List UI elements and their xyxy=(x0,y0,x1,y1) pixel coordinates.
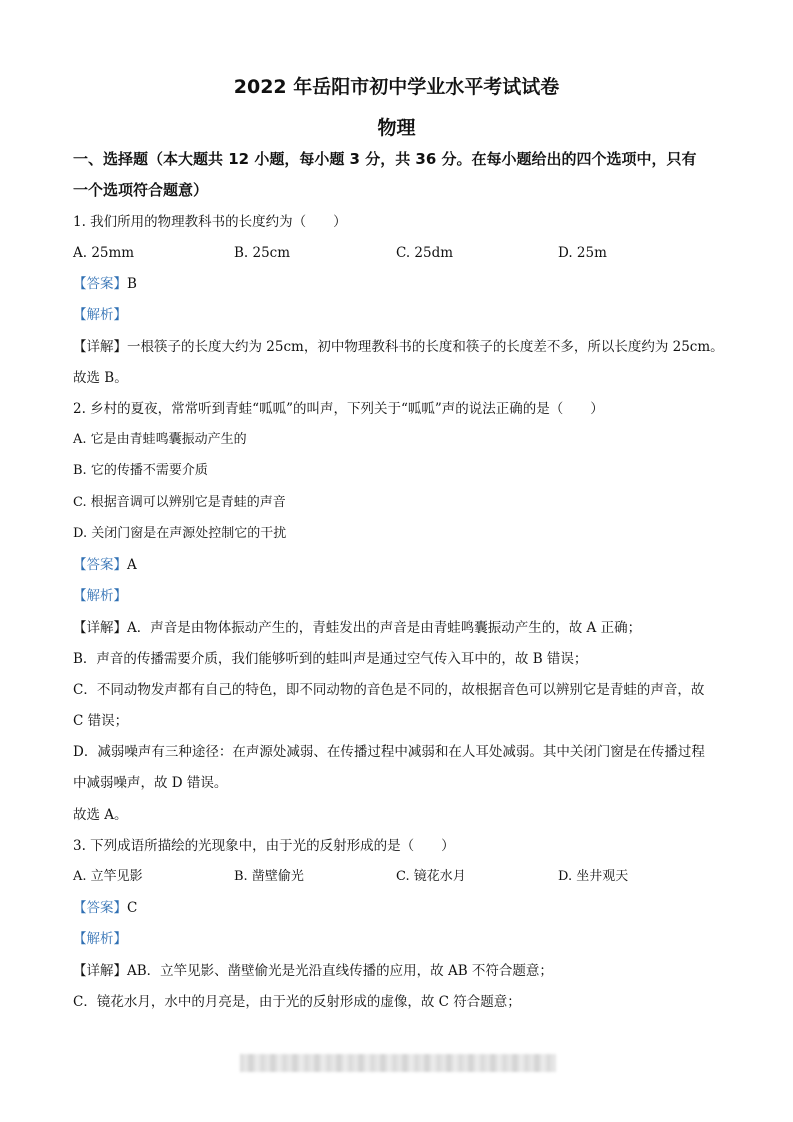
q1-stem: 1. 我们所用的物理教科书的长度约为（ ） xyxy=(73,214,347,230)
q2-detail-line: B．声音的传播需要介质，我们能够听到的蛙叫声是通过空气传入耳中的，故 B 错误； xyxy=(73,651,588,667)
q2-detail-line: 【详解】A．声音是由物体振动产生的，青蛙发出的声音是由青蛙鸣囊振动产生的，故 A 正确； xyxy=(73,620,642,636)
q1-option-b: B. 25cm xyxy=(234,245,291,261)
exam-title: 2022 年岳阳市初中学业水平考试试卷 xyxy=(233,76,560,98)
q1-answer-row xyxy=(73,274,137,294)
q3-analysis-tag: 【解析】 xyxy=(73,931,127,947)
q2-detail-line: C．不同动物发声都有自己的特色，即不同动物的音色是不同的，故根据音色可以辨别它是青蛙的声音，故 xyxy=(73,682,705,698)
q2-detail-line: 故选 A。 xyxy=(73,807,128,823)
answer-tag: 【答案】 xyxy=(73,557,127,573)
q2-option-c: C. 根据音调可以辨别它是青蛙的声音 xyxy=(73,495,286,510)
q3-option-c: C. 镜花水月 xyxy=(396,869,466,884)
q3-option-d: D. 坐井观天 xyxy=(558,869,629,884)
q3-answer-row xyxy=(73,898,137,918)
q1-analysis-tag: 【解析】 xyxy=(73,307,127,323)
q1-option-c: C. 25dm xyxy=(396,245,454,261)
q2-detail-line: D．减弱噪声有三种途径：在声源处减弱、在传播过程中减弱和在人耳处减弱。其中关闭门窗是在传播过程 xyxy=(73,744,705,760)
q2-analysis-tag: 【解析】 xyxy=(73,588,127,604)
answer-tag: 【答案】 xyxy=(73,276,127,292)
subject-title: 物理 xyxy=(377,117,416,139)
section-heading-line2: 一个选项符合题意） xyxy=(73,181,209,199)
q1-option-d: D. 25m xyxy=(558,245,607,261)
answer-tag: 【答案】 xyxy=(73,900,127,916)
q3-stem: 3. 下列成语所描绘的光现象中，由于光的反射形成的是（ ） xyxy=(73,838,455,854)
q1-detail-line1: 【详解】一根筷子的长度大约为 25cm，初中物理教科书的长度和筷子的长度差不多，所以长度约为 25cm。 xyxy=(73,339,724,355)
q3-detail-line: 【详解】AB．立竿见影、凿壁偷光是光沿直线传播的应用，故 AB 不符合题意； xyxy=(73,963,553,979)
q1-detail-line2: 故选 B。 xyxy=(73,370,128,386)
q1-option-a: A. 25mm xyxy=(73,245,135,261)
q2-option-d: D. 关闭门窗是在声源处控制它的干扰 xyxy=(73,526,287,541)
q3-answer-value: C xyxy=(127,900,138,916)
q3-option-b: B. 凿壁偷光 xyxy=(234,869,304,884)
q2-answer-value: A xyxy=(127,557,137,573)
q2-option-a: A. 它是由青蛙鸣囊振动产生的 xyxy=(73,432,247,447)
q2-detail-line: C 错误； xyxy=(73,713,129,729)
q2-detail-line: 中减弱噪声，故 D 错误。 xyxy=(73,775,228,791)
q3-detail-line: C．镜花水月，水中的月亮是，由于光的反射形成的虚像，故 C 符合题意； xyxy=(73,994,521,1010)
q2-option-b: B. 它的传播不需要介质 xyxy=(73,463,208,478)
q2-answer-row xyxy=(73,555,137,575)
blurred-footer-watermark xyxy=(240,1054,556,1072)
section-heading-line1: 一、选择题（本大题共 12 小题，每小题 3 分，共 36 分。在每小题给出的四个选项中，只有 xyxy=(73,150,697,168)
q1-answer-value: B xyxy=(127,276,137,292)
q3-option-a: A. 立竿见影 xyxy=(73,869,143,884)
q2-stem: 2. 乡村的夏夜，常常听到青蛙“呱呱”的叫声，下列关于“呱呱”声的说法正确的是（ ） xyxy=(73,401,604,417)
